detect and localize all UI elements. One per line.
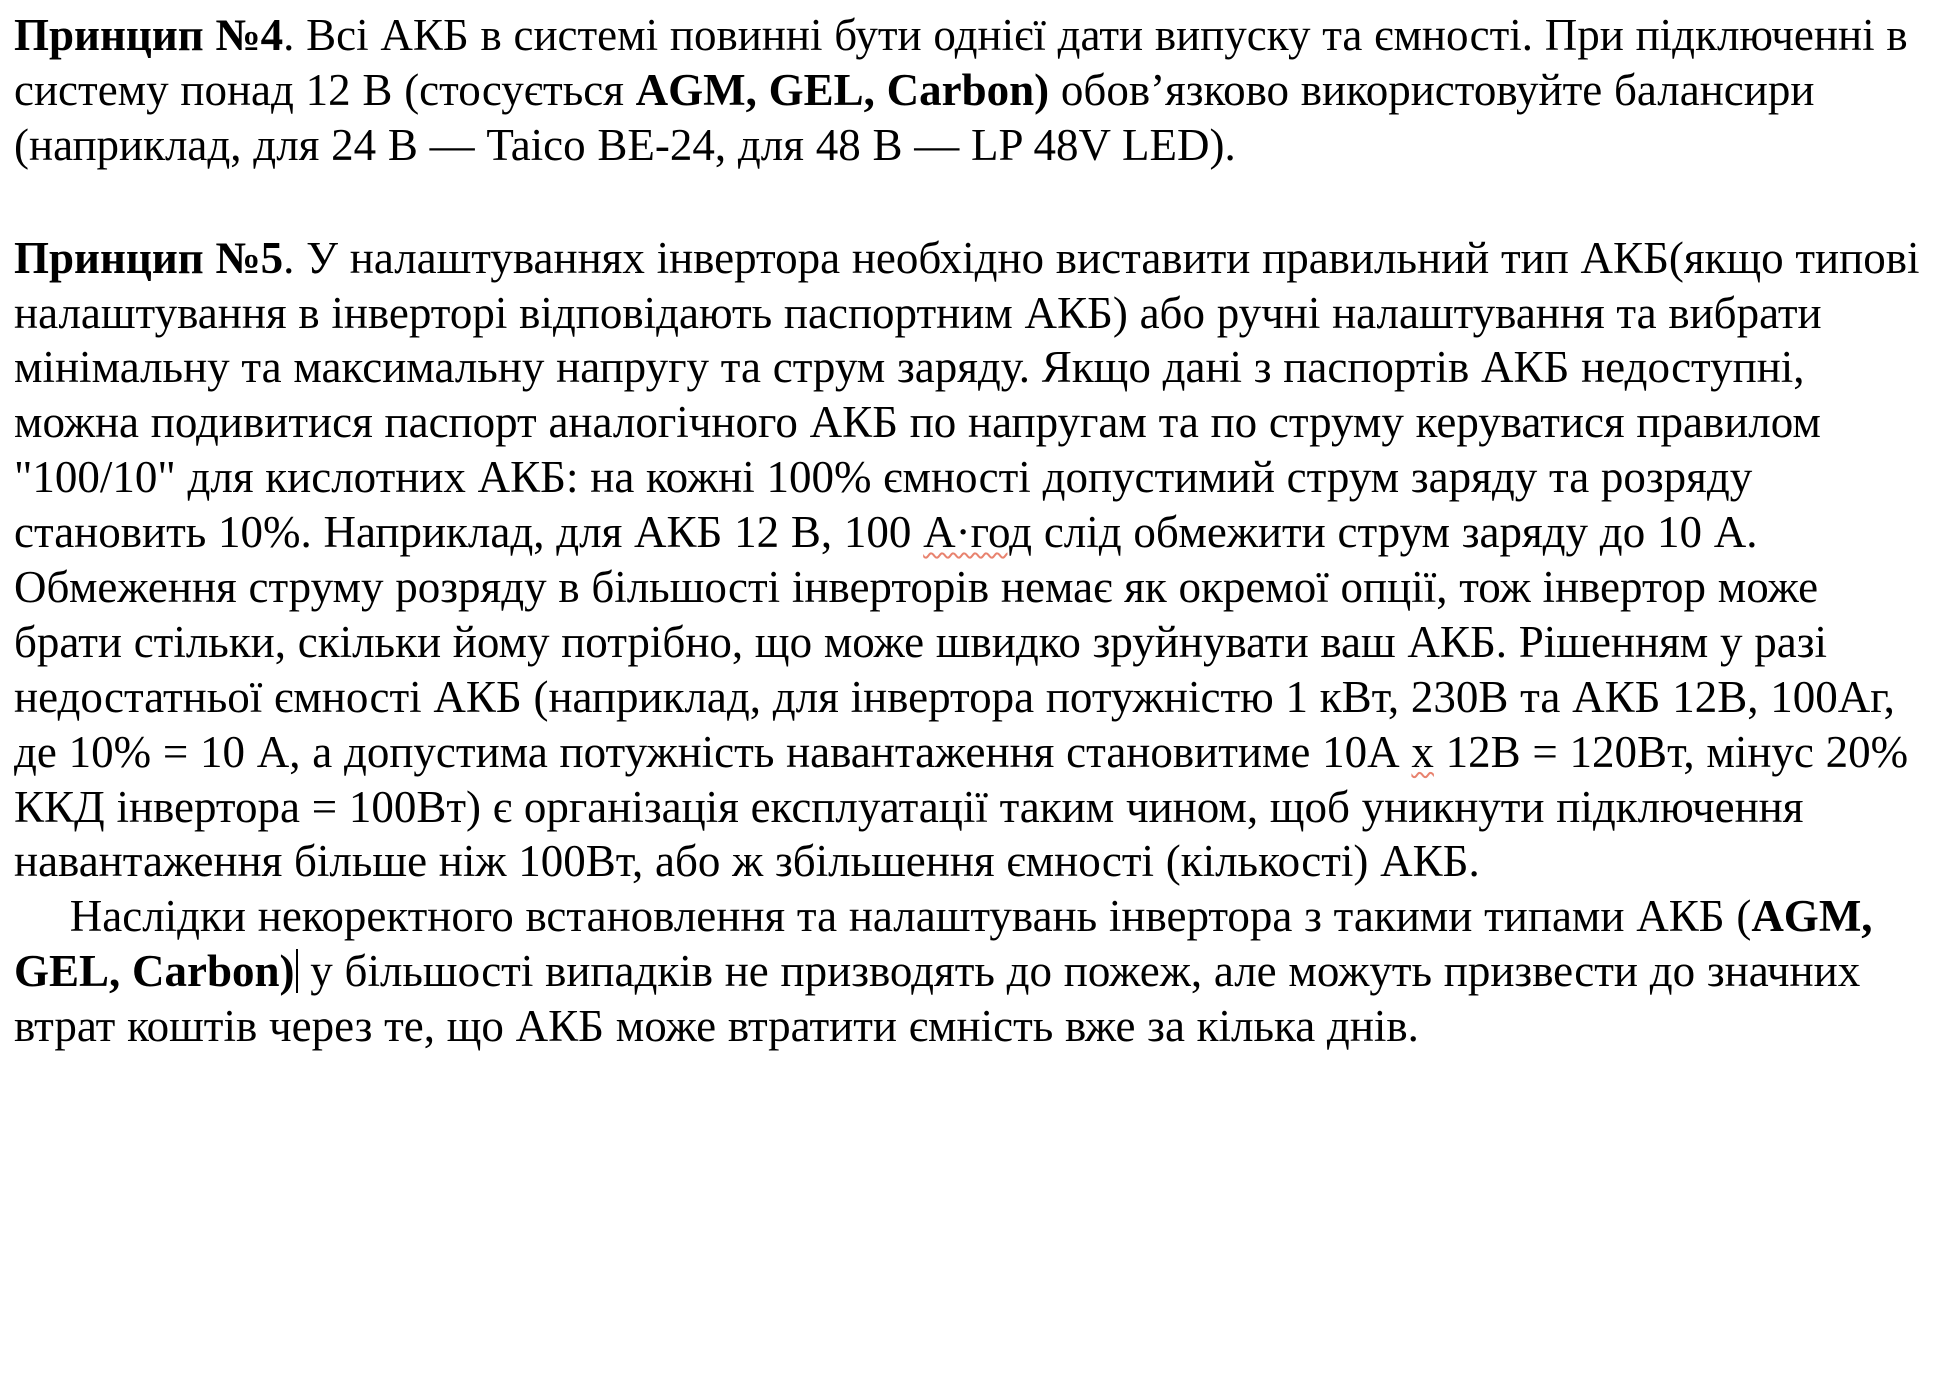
body-text: У налаштуваннях інвертора необхідно виставити правильний тип АКБ(якщо типові налаштування в інверторі відповідають паспортним АКБ) або ручні налаштування та вибрати мінімальну та максимальну напругу та струм заряду. Якщо дані з паспортів АКБ недоступні, можна подивитися паспорт аналогічного АКБ по напругам та по струму керуватися правилом "100/10" для кислотних АКБ: на кожні 100% ємності допустимий струм заряду та розряду становить 10%. Наприклад, для АКБ 12 В, 100: [14, 232, 1920, 558]
body-text: Всі АКБ в системі повинні бути однієї дати випуску та ємності. При підключенні в систему понад 12 В (стосується: [14, 10, 1908, 115]
spellcheck-underlined-text: х: [1411, 726, 1434, 777]
paragraph-lead-label: Принцип №5: [14, 232, 284, 283]
paragraph-body: [14, 233, 1919, 887]
emphasis-text: AGM, GEL, Carbon): [14, 891, 1873, 997]
paragraph-lead-suffix: .: [283, 10, 307, 60]
body-text: Наслідки некоректного встановлення та налаштувань інвертора з такими типами АКБ (: [69, 891, 1752, 942]
body-text: обов’язково використовуйте балансири (наприклад, для 24 В — Taico BE-24, для 48 В — LP 48V LED).: [14, 64, 1815, 170]
paragraph-principle-4: [14, 8, 1922, 173]
body-text: слід обмежити струм заряду до 10 А. Обмеження струму розряду в більшості інверторів немає як окремої опції, тож інвертор може брати стільки, скільки йому потрібно, що може швидко зруйнувати ваш АКБ. Рішенням у разі недостатньої ємності АКБ (наприклад, для інвертора потужністю 1 кВт, 230В та АКБ 12В, 100Аг, де 10% = 10 А, а допустима потужність навантаження становитиме 10А: [14, 507, 1895, 777]
paragraph-principle-5: [14, 231, 1922, 890]
paragraph-consequences: [14, 889, 1922, 1054]
paragraph-body: [14, 891, 1873, 1051]
paragraph-lead-suffix: .: [283, 232, 307, 283]
body-text: у більшості випадків не призводять до пожеж, але можуть призвести до значних втрат коштів через те, що АКБ може втратити ємність вже за кілька днів.: [14, 946, 1861, 1052]
emphasis-text: AGM, GEL, Carbon): [635, 64, 1050, 115]
spellcheck-underlined-text: А·год: [923, 507, 1033, 558]
body-text: 12В = 120Вт, мінус 20% ККД інвертора = 100Вт) є організація експлуатації таким чином, щоб уникнути підключення навантаження більше ніж 100Вт, або ж збільшення ємності (кількості) АКБ.: [14, 726, 1909, 887]
text-cursor: [296, 949, 298, 993]
paragraph-lead-label: Принцип №4: [14, 10, 284, 60]
